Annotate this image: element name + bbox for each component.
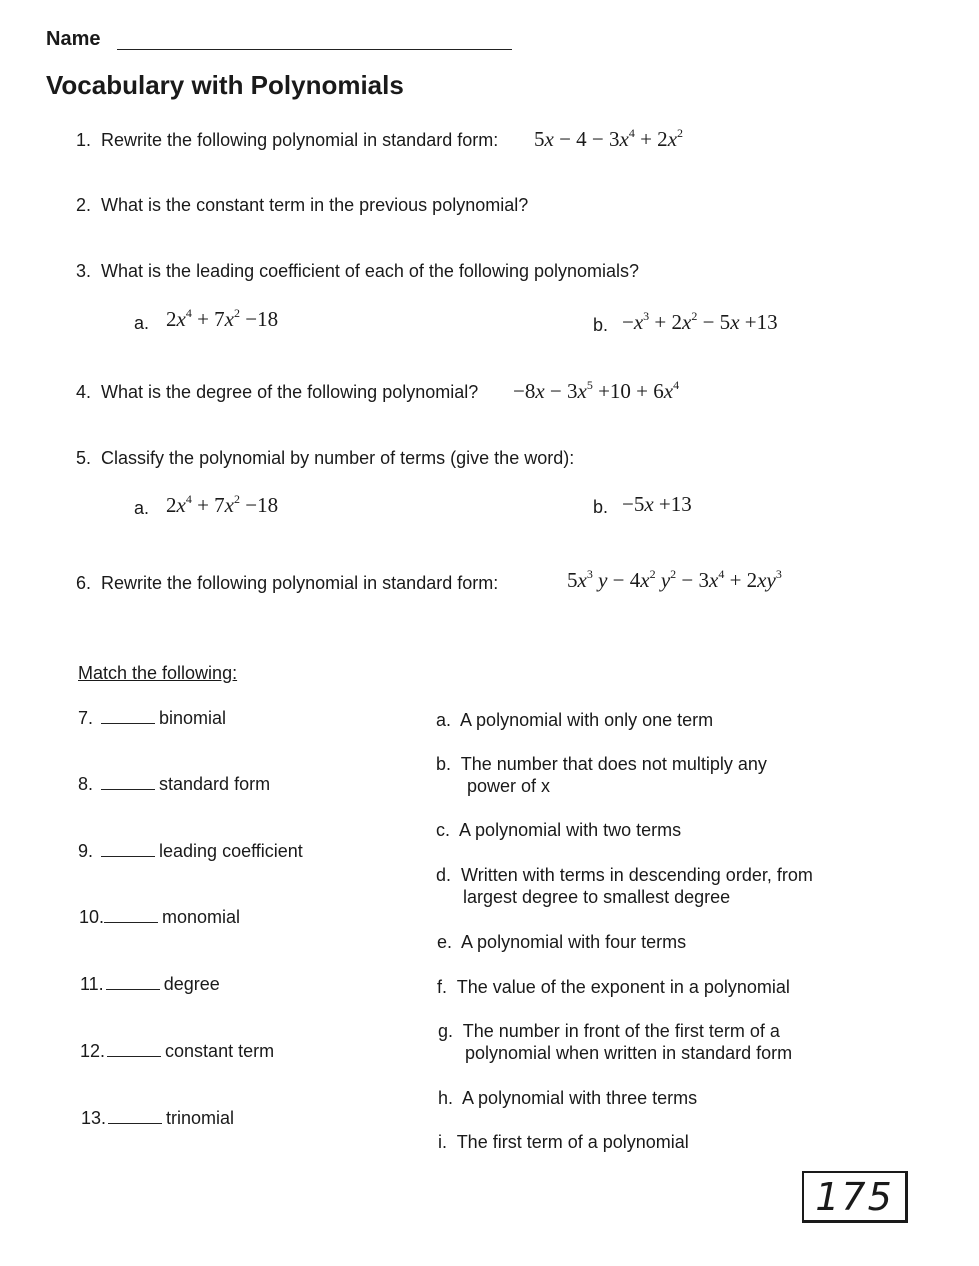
answer-blank[interactable] [107, 1042, 161, 1057]
q5-part-b-polynomial: −5x +13 [622, 492, 692, 516]
match-term-11: 11. degree [80, 974, 220, 994]
question-4: 4. What is the degree of the following polynomial? [76, 382, 479, 402]
name-field-line[interactable] [117, 49, 512, 50]
question-1: 1. Rewrite the following polynomial in standard form: [76, 130, 499, 150]
q5-part-a-polynomial: $2x^4 + 7x^2 -18$ [166, 492, 279, 517]
match-definition-a: a. A polynomial with only one term [436, 710, 714, 730]
match-definition-g: g. The number in front of the first term of a polynomial when written in standard form [438, 1021, 793, 1063]
page-number: 175 [815, 1175, 894, 1219]
match-term-13: 13. trinomial [81, 1108, 235, 1128]
match-definition-h: h. A polynomial with three terms [438, 1088, 698, 1108]
match-term-7: 7. binomial [78, 708, 227, 728]
q4-polynomial: $-8x - 3x^5 +10 + 6x^4$ [513, 378, 680, 403]
match-definition-c: c. A polynomial with two terms [436, 820, 682, 840]
q3-part-a-polynomial: $2x^4 + 7x^2 -18$ [166, 306, 279, 331]
page-title: Vocabulary with Polynomials [46, 70, 404, 100]
q3-part-b-label: b. [593, 315, 609, 335]
match-definition-i: i. The first term of a polynomial [438, 1132, 689, 1152]
name-label: Name [46, 28, 101, 50]
match-heading: Match the following: [78, 663, 238, 683]
q5-part-a-label: a. [134, 498, 150, 518]
question-3: 3. What is the leading coefficient of each of the following polynomials? [76, 261, 640, 281]
match-definition-b: b. The number that does not multiply any power of x [436, 754, 767, 796]
answer-blank[interactable] [106, 975, 160, 990]
answer-blank[interactable] [104, 908, 158, 923]
match-term-8: 8. standard form [78, 774, 271, 794]
q5-part-b-label: b. [593, 497, 609, 517]
answer-blank[interactable] [101, 775, 155, 790]
match-term-9: 9. leading coefficient [78, 841, 303, 861]
page-number-box [802, 1171, 908, 1223]
q1-polynomial: $5x - 4 - 3x^4 + 2x^2$ [534, 126, 684, 151]
answer-blank[interactable] [101, 842, 155, 857]
question-6: 6. Rewrite the following polynomial in standard form: [76, 573, 499, 593]
match-term-12: 12. constant term [80, 1041, 275, 1061]
match-definition-d: d. Written with terms in descending order, from largest degree to smallest degree [436, 865, 813, 907]
question-2: 2. What is the constant term in the previous polynomial? [76, 195, 529, 215]
q3-part-a-label: a. [134, 313, 150, 333]
q3-part-b-polynomial: $-x^3 + 2x^2 - 5x +13$ [622, 309, 778, 334]
match-definition-e: e. A polynomial with four terms [437, 932, 687, 952]
question-5: 5. Classify the polynomial by number of terms (give the word): [76, 448, 575, 468]
answer-blank[interactable] [101, 709, 155, 724]
match-term-10: 10. monomial [79, 907, 241, 927]
match-definition-f: f. The value of the exponent in a polynomial [437, 977, 790, 997]
q6-polynomial: $5x^3$ $y - 4x^2$ $y^2 - 3x^4 + 2xy^3$ [567, 567, 782, 592]
answer-blank[interactable] [108, 1109, 162, 1124]
